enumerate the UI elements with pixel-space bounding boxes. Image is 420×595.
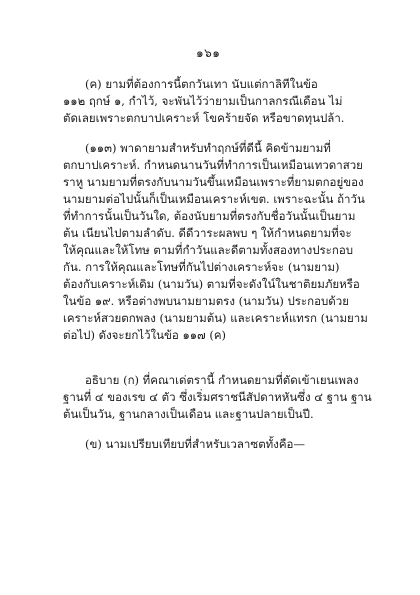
text-line: ให้คุณและให้โทษ ตามที่กำวันและดีตามทั้งสองทางประกอบ <box>63 243 354 257</box>
text-line: ๑๑๒ ฤกษ์ ๑, กำไว้, จะพันไว้ว่ายามเป็นกาลกรณีเดือน ไม่ <box>63 94 343 108</box>
text-line: (ข) นามเปรียบเทียบที่สำหรับเวลาซตทั้งคือ— <box>85 437 305 451</box>
text-line: นามยามต่อไปนั้นก็เป็นเหมือนเคราะห์เขต. เพราะฉะนั้น ถ้าวัน <box>63 192 365 206</box>
text-line: (ค) ยามที่ต้องการนี้ตกวันเทา นับแต่กาลิทีในข้อ <box>85 77 318 91</box>
text-line: อธิบาย (ก) ที่คณาเด่ตรานี้ กำหนดยามที่ตัดเข้าเยนเพลง <box>85 373 359 387</box>
text-line: (๑๑๓) พาดายามสำหรับทำฤกษ์ที่ดีนี้ คิดข้ามยามที่ <box>85 141 331 155</box>
paragraph-4 <box>63 436 380 453</box>
text-line: ราหู นามยามที่ตรงกับนามวันขึ้นเหมือนเพราะที่ยามตกอยู่ของ <box>63 175 364 189</box>
text-line: ต้องกับเคราะห์เดิม (นามวัน) ตามที่จะดังใน์ในชาติยมภัยหรือ <box>63 277 360 291</box>
text-line: เคราะห์สวยตกพลง (นามยามต้น) และเคราะห์แทรก (นามยาม <box>63 311 368 325</box>
text-line: ในข้อ ๑๙. หรือต่างพบนามยามตรง (นามวัน) ประกอบด้วย <box>63 294 349 308</box>
paragraph-3 <box>63 372 380 423</box>
text-line: ตกบาปเคราะห์. กำหนดนานวันที่ทำการเป็นเหมือนเทวดาสวย <box>63 158 363 172</box>
text-line: ที่ทำการนั้นเป็นวันใด, ต้องนับยามที่ตรงกับชื่อวันนั้นเป็นยาม <box>63 209 356 223</box>
text-line: ฐานที่ ๔ ของเรข ๔ ตัว ซึ่งเริ่มศราชนีสัปดาหหันซึ่ง ๔ ฐาน ฐาน <box>63 390 372 404</box>
text-line: กัน. การให้คุณและโทษที่กันไปต่างเคราะห์จะ (นามยาม) <box>63 260 340 274</box>
paragraph-2 <box>63 140 380 344</box>
paragraph-1 <box>63 76 380 127</box>
text-line: ตัดเลยเพราะตกบาปเคราะห์ โขคร้ายจัด หรือขาดทุนปล้า. <box>63 111 345 125</box>
page-number: ๑๖๑ <box>196 46 221 60</box>
text-line: ต่อไป) ดังจะยกไว้ในข้อ ๑๑๗ (ค) <box>63 328 227 342</box>
text-line: ต้นเป็นวัน, ฐานกลางเป็นเดือน และฐานปลายเป็นปี. <box>63 407 314 421</box>
text-line: ต้น เนียนไปตามลำดับ. ดีดีวาระผลพบ ๆ ให้กำหนดยามที่จะ <box>63 226 352 240</box>
